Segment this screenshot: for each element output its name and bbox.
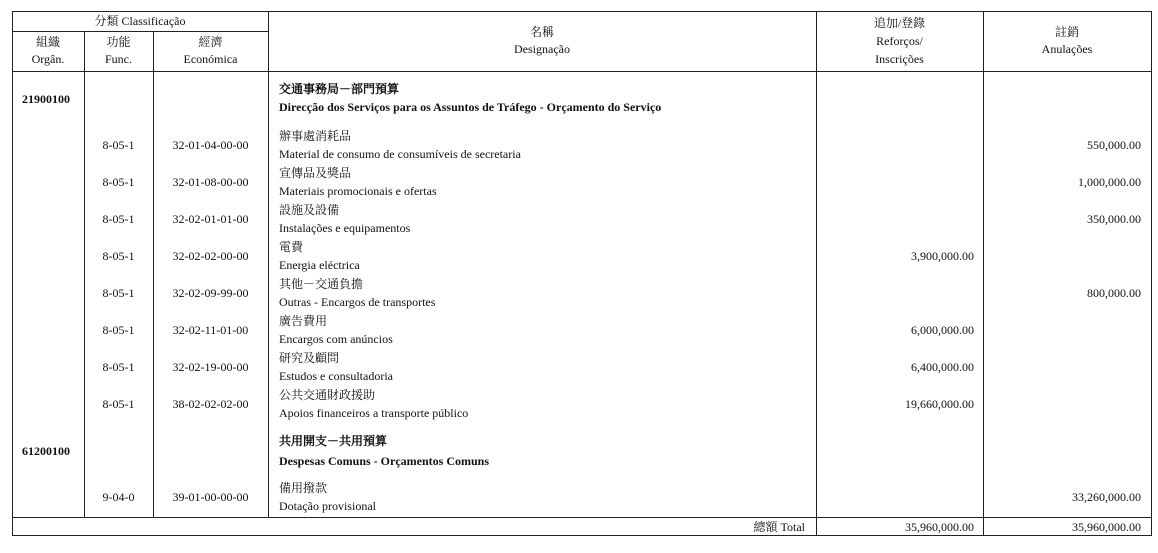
row-desig-pt: Energia eléctrica xyxy=(279,258,360,272)
row-desig-zh: 備用撥款 xyxy=(279,481,328,495)
row-desig-zh: 電費 xyxy=(279,240,304,254)
row-econ: 32-02-09-99-00 xyxy=(172,286,249,300)
border-left xyxy=(12,11,13,536)
classification-divider xyxy=(12,31,268,32)
header-organ-pt: Orgân. xyxy=(31,52,65,66)
row-func: 8-05-1 xyxy=(102,212,135,226)
row-desig-zh: 廣告費用 xyxy=(279,314,328,328)
row-econ: 32-02-01-01-00 xyxy=(172,212,249,226)
row-desig-zh: 研究及顧問 xyxy=(279,351,340,365)
header-econ-zh: 經濟 xyxy=(198,35,223,49)
row-func: 8-05-1 xyxy=(102,286,135,300)
row-econ: 32-02-19-00-00 xyxy=(172,360,249,374)
row-econ: 38-02-02-02-00 xyxy=(172,397,249,411)
header-organ-zh: 組織 xyxy=(35,35,60,49)
header-anul-zh: 註銷 xyxy=(1054,25,1079,39)
row-desig-pt: Apoios financeiros a transporte público xyxy=(279,406,469,420)
total-anul: 35,960,000.00 xyxy=(1072,520,1141,534)
row-desig-zh: 宣傳品及獎品 xyxy=(279,166,352,180)
row-ref: 19,660,000.00 xyxy=(905,397,974,411)
total-label: 總額 Total xyxy=(753,520,805,534)
header-func-pt: Func. xyxy=(105,52,132,66)
col-divider-desig xyxy=(816,11,817,536)
row-desig-pt: Dotação provisional xyxy=(279,499,376,513)
row-desig-zh: 其他－交通負擔 xyxy=(279,277,364,291)
header-desig-pt: Designação xyxy=(514,42,570,56)
row-func: 8-05-1 xyxy=(102,397,135,411)
col-divider-func xyxy=(153,31,154,518)
row-desig-pt: Materiais promocionais e ofertas xyxy=(279,184,437,198)
header-classification: 分類 Classificação xyxy=(94,14,186,28)
row-ref: 6,000,000.00 xyxy=(911,323,974,337)
row-desig-zh: 公共交通財政援助 xyxy=(279,388,376,402)
row-desig-pt: Outras - Encargos de transportes xyxy=(279,295,436,309)
row-anul: 33,260,000.00 xyxy=(1072,490,1141,504)
border-bottom xyxy=(12,535,1152,536)
section-title-zh: 共用開支－共用預算 xyxy=(279,434,388,448)
row-func: 8-05-1 xyxy=(102,249,135,263)
row-desig-pt: Instalações e equipamentos xyxy=(279,221,411,235)
row-econ: 32-02-11-01-00 xyxy=(172,323,249,337)
row-anul: 350,000.00 xyxy=(1087,212,1141,226)
header-func-zh: 功能 xyxy=(106,35,131,49)
row-econ: 32-02-02-00-00 xyxy=(172,249,249,263)
row-anul: 1,000,000.00 xyxy=(1078,175,1141,189)
header-ref-pt1: Reforços/ xyxy=(876,34,923,48)
row-econ: 39-01-00-00-00 xyxy=(172,490,249,504)
header-desig-zh: 名稱 xyxy=(529,25,554,39)
row-desig-pt: Estudos e consultadoria xyxy=(279,369,393,383)
header-anul-pt: Anulações xyxy=(1041,42,1093,56)
row-anul: 800,000.00 xyxy=(1087,286,1141,300)
section-code: 21900100 xyxy=(22,92,70,106)
row-func: 8-05-1 xyxy=(102,323,135,337)
row-desig-pt: Material de consumo de consumíveis de secretaria xyxy=(279,147,521,161)
section-title-zh: 交通事務局－部門預算 xyxy=(279,82,400,96)
border-total-top xyxy=(12,517,1152,518)
row-desig-zh: 辦事處消耗品 xyxy=(279,129,352,143)
row-ref: 6,400,000.00 xyxy=(911,360,974,374)
row-econ: 32-01-04-00-00 xyxy=(172,138,249,152)
border-right xyxy=(1151,11,1152,536)
header-ref-zh: 追加/登錄 xyxy=(873,16,926,30)
header-ref-pt2: Inscrições xyxy=(875,52,924,66)
col-divider-organ xyxy=(84,31,85,518)
row-ref: 3,900,000.00 xyxy=(911,249,974,263)
row-anul: 550,000.00 xyxy=(1087,138,1141,152)
header-econ-pt: Económica xyxy=(183,52,238,66)
col-divider-ref xyxy=(983,11,984,536)
row-func: 8-05-1 xyxy=(102,175,135,189)
border-top xyxy=(12,11,1152,12)
section-title-pt: Direcção dos Serviços para os Assuntos de Tráfego - Orçamento do Serviço xyxy=(279,100,662,114)
row-desig-zh: 設施及設備 xyxy=(279,203,340,217)
border-header-bottom xyxy=(12,71,1152,72)
row-func: 8-05-1 xyxy=(102,360,135,374)
total-ref: 35,960,000.00 xyxy=(905,520,974,534)
row-func: 8-05-1 xyxy=(102,138,135,152)
col-divider-econ xyxy=(268,11,269,518)
row-desig-pt: Encargos com anúncios xyxy=(279,332,393,346)
section-code: 61200100 xyxy=(22,444,70,458)
section-title-pt: Despesas Comuns - Orçamentos Comuns xyxy=(279,454,490,468)
row-econ: 32-01-08-00-00 xyxy=(172,175,249,189)
row-func: 9-04-0 xyxy=(102,490,135,504)
